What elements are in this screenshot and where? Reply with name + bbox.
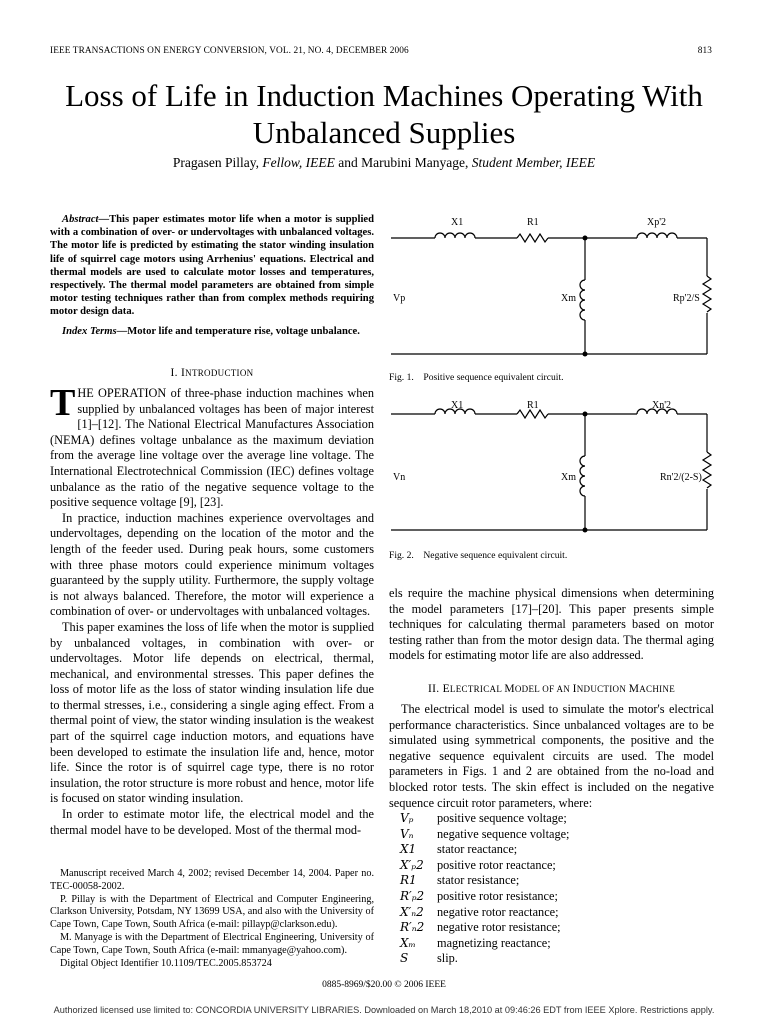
variable-description: positive rotor reactance; [437, 857, 556, 872]
variable-symbol: X1 [400, 842, 417, 857]
footnote-pillay: P. Pillay is with the Department of Electrical and Computer Engineering, Clarkson University, Potsdam, NY 13699 USA, and also with the University of Cape Town, Cape Town, South Africa (e-mail: pillayp@clarkson.edu). [50, 893, 374, 931]
dropcap: T [50, 382, 76, 424]
fig1-label-vp: Vp [393, 293, 406, 304]
abstract [50, 213, 374, 319]
variable-description: negative rotor reactance; [437, 904, 559, 919]
variable-symbol: Xₘ [400, 935, 416, 950]
variable-description: slip. [437, 951, 458, 966]
issn-footer: 0885-8969/$20.00 © 2006 IEEE [322, 980, 446, 990]
fig1-label-r1: R1 [527, 217, 539, 228]
resistor-r1-symbol-2 [517, 410, 548, 418]
fig2-label-r1: R1 [527, 400, 539, 411]
variable-row [400, 811, 720, 827]
variable-symbol: X′ₙ2 [400, 904, 424, 919]
figure-2-caption: Fig. 2. Negative sequence equivalent circuit. [389, 550, 568, 561]
author1-role: Fellow, IEEE [262, 155, 335, 170]
variable-symbol: R′ₚ2 [400, 888, 425, 903]
variable-description: negative rotor resistance; [437, 920, 561, 935]
author2-role: Student Member, IEEE [471, 155, 596, 170]
author-and: and [338, 155, 358, 170]
variable-row [400, 827, 720, 843]
resistor-r1-symbol [517, 234, 548, 242]
right-column-continuation: els require the machine physical dimensions when determining the model parameters [17]–[20]. This paper presents simple techniques for calculating thermal parameters based on motor testing rather than from the motor design data. The thermal aging models for estimating motor life are also addressed. [389, 586, 714, 663]
intro-paragraph-4: In order to estimate motor life, the electrical model and the thermal model have to be developed. Most of the thermal mod- [50, 807, 374, 837]
variable-description: negative sequence voltage; [437, 826, 570, 841]
figure-2-circuit [389, 386, 714, 536]
fig2-label-xm: Xm [561, 472, 576, 483]
variable-row [400, 873, 720, 889]
variable-symbol: R1 [400, 873, 417, 888]
introduction-body [50, 382, 374, 838]
paper-title: Loss of Life in Induction Machines Operating With Unbalanced Supplies [65, 78, 703, 150]
fig2-label-xn2: Xn'2 [652, 400, 672, 411]
variable-row [400, 842, 720, 858]
fig2-label-x1: X1 [451, 400, 464, 411]
inductor-xm-symbol [580, 280, 585, 320]
license-footer: Authorized licensed use limited to: CONCORDIA UNIVERSITY LIBRARIES. Downloaded on March 18,2010 at 09:46:26 EDT from IEEE Xplore. Restrictions apply. [53, 1005, 715, 1015]
abstract-text: —This paper estimates motor life when a motor is supplied with a combination of over- or undervoltages with unbalanced voltages. The motor life is predicted by estimating the stator winding insulation life of squirrel cage motors using Arrhenius' equations. Electrical and thermal models are used to calculate motor losses and temperatures, respectively. The thermal model parameters are obtained from simple motor testing techniques rather than from complex methods requiring motor design data. [50, 214, 374, 318]
variable-symbol: Vₙ [400, 826, 414, 841]
index-terms [50, 325, 374, 338]
author2-name: Marubini Manyage, [361, 155, 469, 170]
variable-symbol: X′ₚ2 [400, 857, 424, 872]
intro-paragraph-3: This paper examines the loss of life when the motor is supplied by unbalanced voltages, in combination with over- or undervoltages. Motor life depends on electrical, thermal, mechanical, and environmental stresses. This paper defines the loss of motor life as the loss of stator winding insulation life due to thermal stresses, i.e., considering a single aging effect. From a thermal point of view, the stator winding insulation is the weakest part of the squirrel cage induction motors, and equations have been developed to estimate the insulation life and, hence, motor life. Since the rotor is of squirrel cage type, there is no rotor insulation, the rotor structure is more robust and hence, motor life is focused on stator winding insulation. [50, 619, 374, 806]
fig1-label-x1: X1 [451, 217, 464, 228]
variable-symbol: Vₚ [400, 811, 414, 825]
footnotes [50, 868, 374, 970]
variable-description: stator resistance; [437, 873, 520, 888]
author1-name: Pragasen Pillay, [172, 155, 260, 170]
variable-row [400, 920, 720, 936]
fig1-label-rp2: Rp'2/S [673, 293, 700, 304]
variable-row [400, 951, 720, 967]
journal-header: IEEE TRANSACTIONS ON ENERGY CONVERSION, VOL. 21, NO. 4, DECEMBER 2006 [50, 46, 409, 56]
fig2-label-rn2: Rn'2/(2-S) [660, 472, 702, 483]
intro-paragraph-2: In practice, induction machines experience overvoltages and undervoltages, depending on the location of the motor and the length of the feeder used. During peak hours, some customers with three phase motors could experience minimum voltages guaranteed by the supply utility. Furthermore, the supply voltage is not always balanced. Therefore, the motor will experience a combination of over- or undervoltages with unbalanced voltages. [50, 510, 374, 619]
inductor-x1-symbol [435, 233, 475, 238]
author-line [40, 155, 728, 171]
variable-row [400, 905, 720, 921]
section-heading-electrical-model: II. ELECTRICAL MODEL OF AN INDUCTION MACHINE [427, 683, 676, 695]
footnote-doi: Digital Object Identifier 10.1109/TEC.2005.853724 [60, 957, 272, 969]
inductor-xp2-symbol [637, 233, 677, 238]
fig2-label-vn: Vn [393, 472, 406, 483]
electrical-model-body [389, 702, 714, 811]
index-terms-label: Index Terms [62, 326, 117, 337]
variable-row [400, 889, 720, 905]
inductor-xm-symbol-2 [580, 456, 585, 496]
variable-description: magnetizing reactance; [437, 935, 551, 950]
fig1-label-xm: Xm [561, 293, 576, 304]
variable-description: positive sequence voltage; [437, 811, 567, 825]
variable-row [400, 936, 720, 952]
abstract-label: Abstract [62, 214, 99, 225]
electrical-model-paragraph: The electrical model is used to simulate the motor's electrical performance characteristics. Since unbalanced voltages are to be simulated using symmetrical components, the positive and the negative sequence equivalent circuits are used. The model parameters in Figs. 1 and 2 are obtained from the no-load and blocked rotor tests. The skin effect is included on the negative sequence circuit rotor parameters, where: [389, 702, 714, 810]
index-terms-text: —Motor life and temperature rise, voltage unbalance. [116, 326, 360, 337]
fig1-label-xp2: Xp'2 [647, 217, 667, 228]
resistor-rn2-symbol [703, 452, 711, 488]
figure-1-caption: Fig. 1. Positive sequence equivalent circuit. [389, 372, 564, 383]
variable-symbol: S [400, 951, 409, 966]
resistor-rp2-symbol [703, 276, 711, 312]
page-number: 813 [697, 46, 712, 56]
variable-description: positive rotor resistance; [437, 888, 558, 903]
variable-list [400, 811, 720, 967]
intro-paragraph-1: THE OPERATION of three-phase induction machines when supplied by unbalanced voltages has been of major interest [1]–[12]. The National Electrical Manufactures Association (NEMA) defines voltage unbalance as the maximum deviation from the average line voltage over the average line voltage. The International Electrotechnical Commission (IEC) defines voltage unbalance as the ratio of the negative sequence voltage to the positive sequence voltage [9], [23]. [50, 382, 374, 510]
footnote-manuscript: Manuscript received March 4, 2002; revised December 14, 2004. Paper no. TEC-00058-2002. [50, 868, 374, 892]
footnote-manyage: M. Manyage is with the Department of Electrical Engineering, University of Cape Town, Cape Town, South Africa (e-mail: mmanyage@yahoo.com). [50, 931, 374, 956]
variable-description: stator reactance; [437, 842, 518, 857]
variable-symbol: R′ₙ2 [400, 920, 425, 935]
section-heading-introduction: I. INTRODUCTION [170, 367, 254, 379]
variable-row [400, 858, 720, 874]
figure-1-circuit [389, 210, 714, 360]
